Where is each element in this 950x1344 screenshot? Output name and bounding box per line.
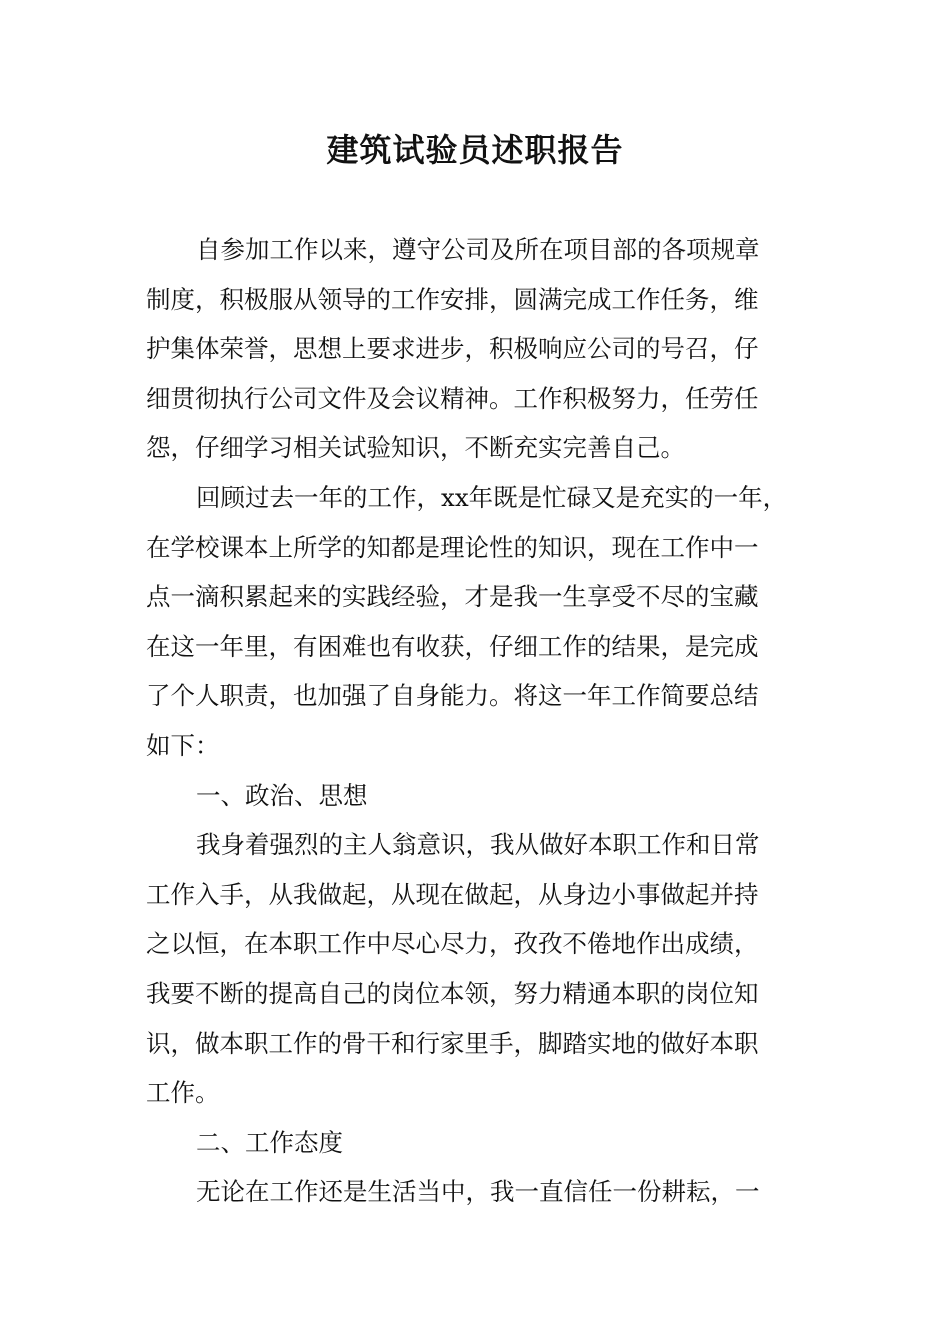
- paragraph-line: 怨，仔细学习相关试验知识，不断充实完善自己。: [146, 433, 685, 463]
- paragraph-line: 如下：: [146, 730, 220, 760]
- paragraph-line: 我身着强烈的主人翁意识，我从做好本职工作和日常: [196, 830, 760, 860]
- section-heading: 一、政治、思想: [196, 780, 368, 810]
- paragraph-line: 工作。: [146, 1078, 220, 1108]
- paragraph-line: 回顾过去一年的工作，xx年既是忙碌又是充实的一年，: [196, 482, 788, 512]
- paragraph-line: 我要不断的提高自己的岗位本领，努力精通本职的岗位知: [146, 978, 759, 1008]
- paragraph-line: 在学校课本上所学的知都是理论性的知识，现在工作中一: [146, 532, 759, 562]
- paragraph-line: 护集体荣誉，思想上要求进步，积极响应公司的号召，仔: [146, 334, 759, 364]
- paragraph-line: 细贯彻执行公司文件及会议精神。工作积极努力，任劳任: [146, 383, 759, 413]
- paragraph-line: 在这一年里，有困难也有收获，仔细工作的结果，是完成: [146, 631, 759, 661]
- paragraph-line: 自参加工作以来，遵守公司及所在项目部的各项规章: [196, 235, 760, 264]
- paragraph-line: 工作入手，从我做起，从现在做起，从身边小事做起并持: [146, 879, 759, 909]
- document-body: [146, 225, 806, 1217]
- paragraph-line: 无论在工作还是生活当中，我一直信任一份耕耘，一: [196, 1177, 760, 1207]
- paragraph-line: 了个人职责，也加强了自身能力。将这一年工作简要总结: [146, 681, 759, 711]
- paragraph-line: 制度，积极服从领导的工作安排，圆满完成工作任务，维: [146, 284, 759, 314]
- section-heading: 二、工作态度: [196, 1127, 343, 1157]
- paragraph-line: 之以恒，在本职工作中尽心尽力，孜孜不倦地作出成绩，: [146, 929, 759, 959]
- paragraph-line: 识，做本职工作的骨干和行家里手，脚踏实地的做好本职: [146, 1028, 759, 1058]
- document-title: 建筑试验员述职报告: [326, 131, 624, 169]
- paragraph-line: 点一滴积累起来的实践经验，才是我一生享受不尽的宝藏: [146, 582, 759, 612]
